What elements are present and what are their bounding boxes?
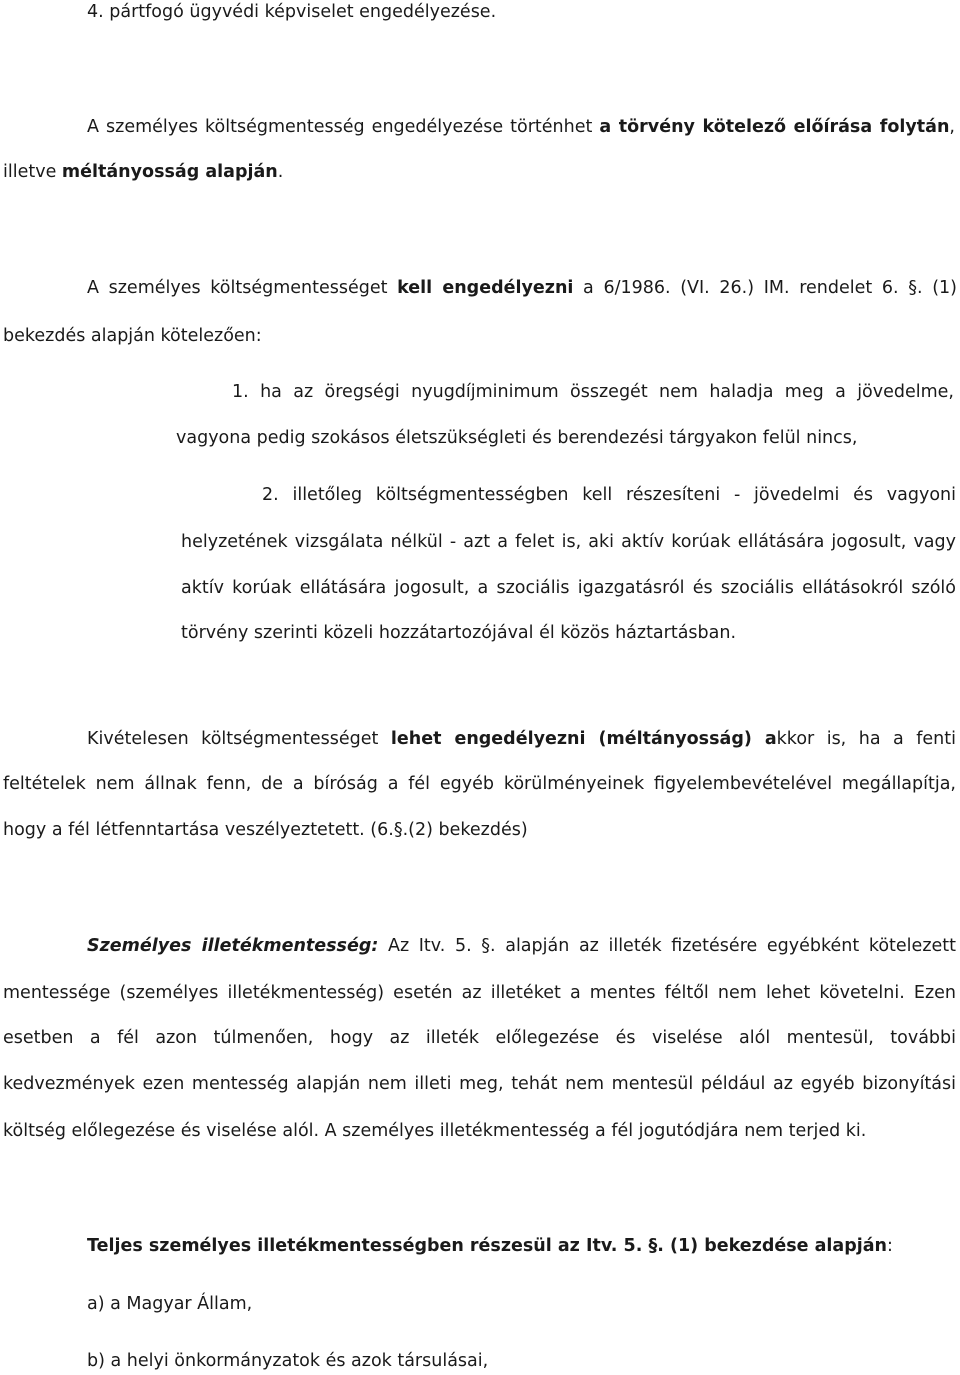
emphasis-equity: méltányosság alapján <box>61 162 278 182</box>
paragraph-1-line-1: A személyes költségmentesség engedélyezése történhet a törvény kötelező előírása folytán, <box>87 117 955 137</box>
exemption-item-b: b) a helyi önkormányzatok és azok társulásai, <box>87 1351 489 1371</box>
paragraph-4-line-3: esetben a fél azon túlmenően, hogy az illeték előlegezése és viselése alól mentesül, további <box>3 1028 956 1048</box>
emphasis-must-grant: kell engedélyezni <box>397 278 574 298</box>
numbered-item-2-line-4: törvény szerinti közeli hozzátartozójával él közös háztartásban. <box>181 623 737 643</box>
numbered-item-2-line-3: aktív korúak ellátására jogosult, a szociális igazgatásról és szociális ellátásokról szóló <box>181 578 956 598</box>
paragraph-4-line-2: mentessége (személyes illetékmentesség) esetén az illetéket a mentes féltől nem lehet követelni. Ezen <box>3 983 956 1003</box>
paragraph-4-line-4: kedvezmények ezen mentesség alapján nem illeti meg, tehát nem mentesül például az egyéb bizonyítási <box>3 1074 956 1094</box>
list-item-4-text: 4. pártfogó ügyvédi képviselet engedélyezése. <box>87 2 497 22</box>
paragraph-4-line-5: költség előlegezése és viselése alól. A személyes illetékmentesség a fél jogutódjára nem terjed ki. <box>3 1121 867 1141</box>
numbered-item-1-line-1: 1. ha az öregségi nyugdíjminimum összegét nem haladja meg a jövedelme, <box>232 382 954 402</box>
paragraph-4-line-1: Személyes illetékmentesség: Az Itv. 5. §. alapján az illeték fizetésére egyébként kötelezett <box>87 936 956 956</box>
exemption-item-a: a) a Magyar Állam, <box>87 1294 253 1314</box>
full-exemption-heading: Teljes személyes illetékmentességben részesül az Itv. 5. §. (1) bekezdése alapján <box>87 1236 888 1256</box>
paragraph-1-line-2: illetve méltányosság alapján. <box>3 162 284 182</box>
emphasis-may-grant: lehet engedélyezni (méltányosság) a <box>390 729 777 749</box>
section-label-personal-fee-exemption: Személyes illetékmentesség: <box>87 936 379 956</box>
paragraph-3-line-3: hogy a fél létfenntartása veszélyeztetett. (6.§.(2) bekezdés) <box>3 820 528 840</box>
numbered-item-2-line-2: helyzetének vizsgálata nélkül - azt a felet is, aki aktív korúak ellátására jogosult, vagy <box>181 532 956 552</box>
paragraph-2-line-1: A személyes költségmentességet kell engedélyezni a 6/1986. (VI. 26.) IM. rendelet 6. §. (1) <box>87 278 957 298</box>
list-item-4 <box>87 4 496 22</box>
emphasis-mandatory: a törvény kötelező előírása folytán <box>599 117 950 137</box>
numbered-item-2-line-1: 2. illetőleg költségmentességben kell részesíteni - jövedelmi és vagyoni <box>262 485 956 505</box>
paragraph-3-line-2: feltételek nem állnak fenn, de a bíróság a fél egyéb körülményeinek figyelembevételével megállapítja, <box>3 774 956 794</box>
numbered-item-1-line-2: vagyona pedig szokásos életszükségleti és berendezési tárgyakon felül nincs, <box>176 428 858 448</box>
paragraph-2-line-2: bekezdés alapján kötelezően: <box>3 326 262 346</box>
paragraph-3-line-1: Kivételesen költségmentességet lehet engedélyezni (méltányosság) akkor is, ha a fenti <box>87 729 956 749</box>
paragraph-5-heading: Teljes személyes illetékmentességben részesül az Itv. 5. §. (1) bekezdése alapján: <box>87 1236 893 1256</box>
